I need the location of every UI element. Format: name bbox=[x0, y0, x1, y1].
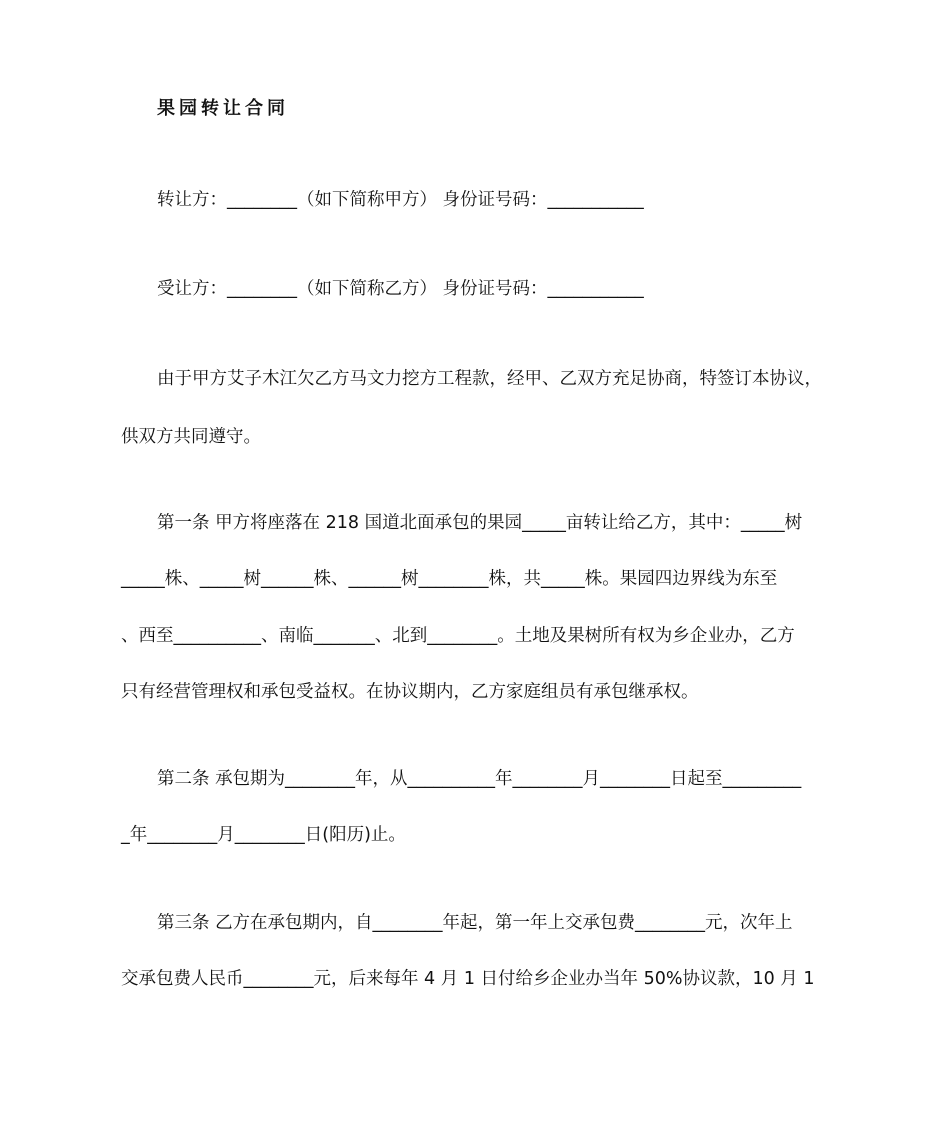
transferor-line: 转让方：________（如下简称甲方） 身份证号码：___________ bbox=[157, 190, 644, 210]
preamble-line-2: 供双方共同遵守。 bbox=[121, 427, 261, 447]
article-3-line-1: 第三条 乙方在承包期内，自________年起，第一年上交承包费________元，次年上 bbox=[157, 913, 793, 933]
article-1-line-2: _____株、_____树______株、______树________株，共_____株。果园四边界线为东至 bbox=[121, 569, 778, 589]
preamble-line-1: 由于甲方艾子木江欠乙方马文力挖方工程款，经甲、乙双方充足协商，特签订本协议， bbox=[157, 369, 822, 389]
article-3-line-2: 交承包费人民币________元，后来每年 4 月 1 日付给乡企业办当年 50%协议款，10 月 1 bbox=[121, 969, 815, 989]
article-1-line-1: 第一条 甲方将座落在 218 国道北面承包的果园_____亩转让给乙方，其中：_____树 bbox=[157, 513, 803, 533]
article-2-line-2: _年________月________日(阳历)止。 bbox=[121, 825, 406, 845]
document-title: 果园转让合同 bbox=[157, 98, 289, 119]
article-1-line-3: 、西至__________、南临_______、北到________。土地及果树所有权为乡企业办，乙方 bbox=[121, 626, 795, 646]
article-1-line-4: 只有经营管理权和承包受益权。在协议期内，乙方家庭组员有承包继承权。 bbox=[121, 682, 699, 702]
transferee-line: 受让方：________（如下简称乙方） 身份证号码：___________ bbox=[157, 279, 644, 299]
article-2-line-1: 第二条 承包期为________年，从__________年________月________日起至_________ bbox=[157, 769, 802, 789]
